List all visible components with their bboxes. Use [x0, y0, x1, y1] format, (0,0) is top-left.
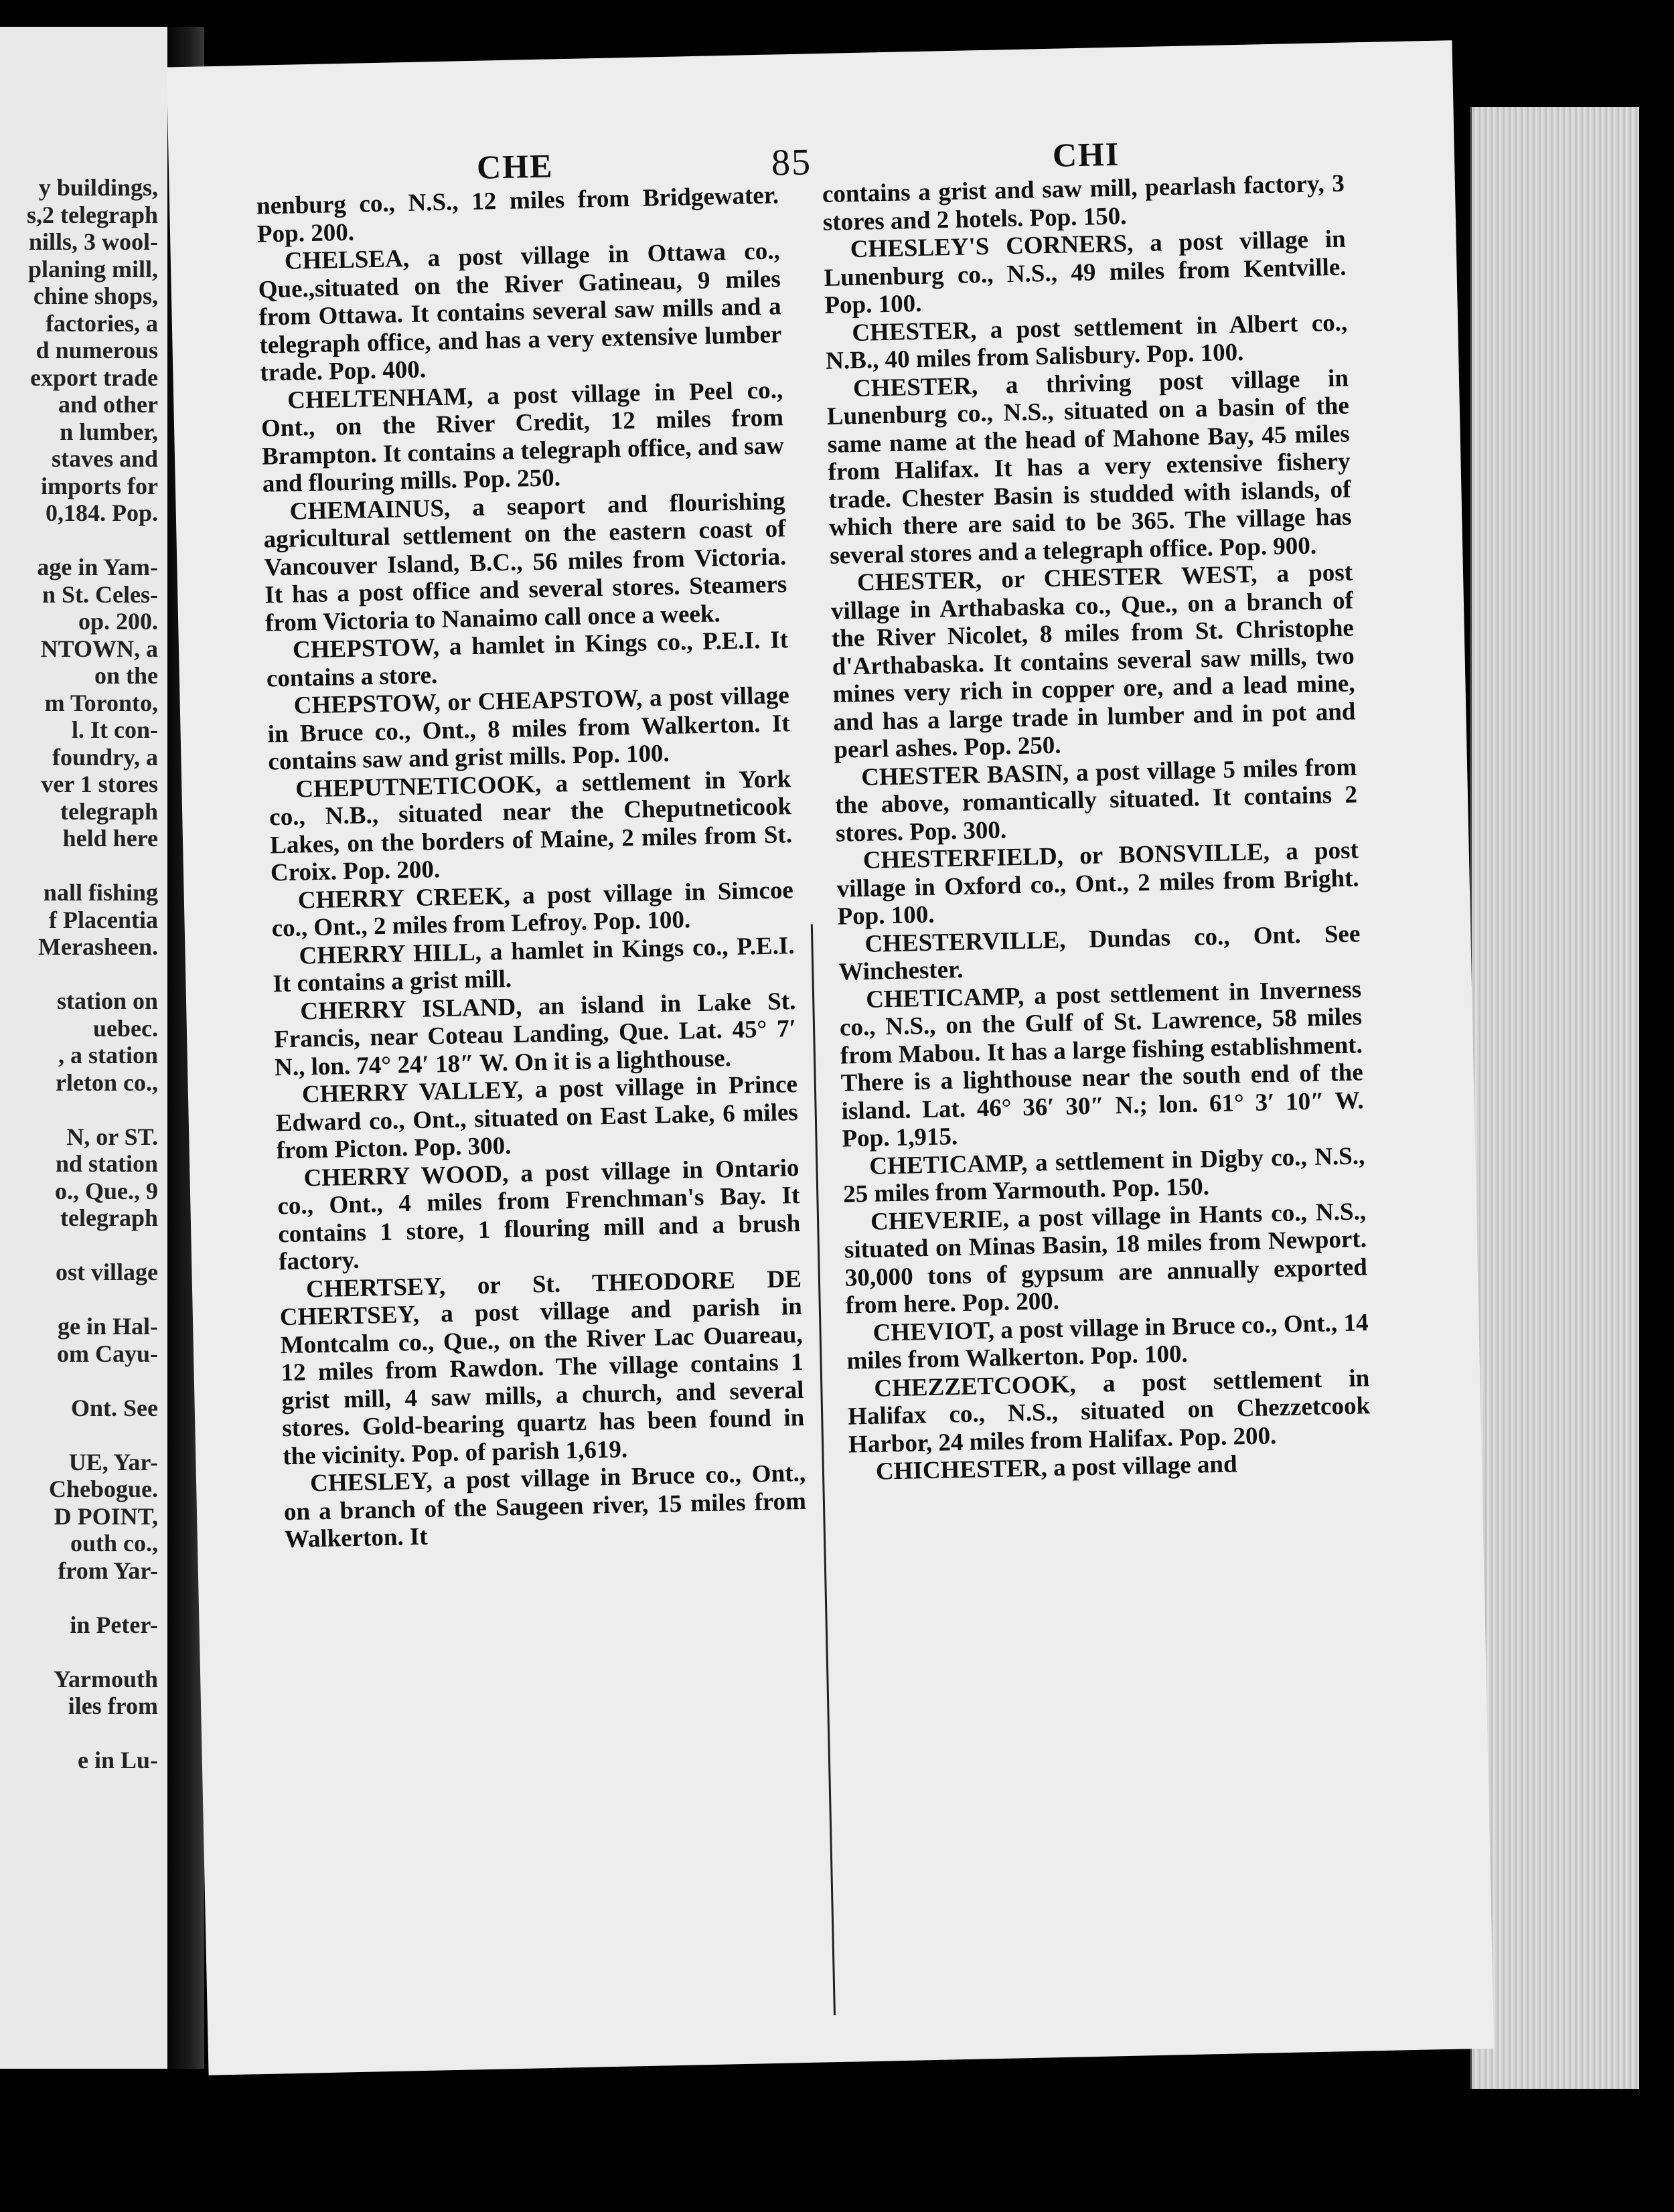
- left-page-line: m Toronto,: [44, 689, 158, 716]
- running-head-right: CHI: [1052, 135, 1120, 174]
- gazetteer-entry: CHEMAINUS, a seaport and flourishing agricultural settlement on the eastern coast of Vancouver Island, B.C., 56 miles from Victoria. It has a post office and several stores. Steamers from Victoria to Nanaimo call once a week.: [263, 487, 787, 637]
- left-page-text-fragments: [0, 174, 158, 1774]
- gazetteer-entry: CHESTER, a post settlement in Albert co., N.B., 40 miles from Salisbury. Pop. 100.: [825, 309, 1348, 375]
- left-page-line: Merasheen.: [38, 933, 158, 960]
- left-column: [256, 181, 807, 1553]
- gazetteer-entry: CHESTER, a thriving post village in Lunenburg co., N.S., situated on a basin of the same name at the head of Mahone Bay, 45 miles from Halifax. It has a very extensive fishery trade. Chester Basin is studded with islands, of which there are said to be 365. The village has several stores and a telegraph office. Pop. 900.: [826, 364, 1352, 570]
- left-page-line: [0, 1286, 158, 1314]
- left-page-line: outh co.,: [70, 1530, 158, 1557]
- gazetteer-entry: CHERRY CREEK, a post village in Simcoe co., Ont., 2 miles from Lefroy. Pop. 100.: [271, 876, 794, 943]
- left-page-line: op. 200.: [78, 608, 158, 635]
- gazetteer-entry: CHESTERFIELD, or BONSVILLE, a post village in Oxford co., Ont., 2 miles from Bright. Pop. 100.: [836, 836, 1359, 931]
- left-page-line: ver 1 stores: [41, 771, 158, 797]
- left-page-line: uebec.: [93, 1014, 158, 1042]
- gazetteer-entry: CHERTSEY, or St. THEODORE DE CHERTSEY, a post village and parish in Montcalm co., Que., on the River Lac Ouareau, 12 miles from Rawdon. The village contains 1 grist mill, 4 saw mills, a church, and several stores. Gold-bearing quartz has been found in the vicinity. Pop. of parish 1,619.: [279, 1265, 805, 1470]
- left-page-line: l. It con-: [72, 716, 158, 743]
- running-head-left: CHE: [476, 147, 554, 186]
- left-page-line: foundry, a: [52, 743, 158, 771]
- left-page-line: o., Que., 9: [54, 1177, 158, 1204]
- left-page-line: chine shops,: [33, 283, 158, 309]
- left-page-line: telegraph: [60, 1204, 158, 1231]
- gazetteer-entry: CHESTER BASIN, a post village 5 miles from the above, romantically situated. It contains 2 stores. Pop. 300.: [834, 753, 1358, 848]
- gazetteer-entry: CHESLEY'S CORNERS, a post village in Lunenburg co., N.S., 49 miles from Kentville. Pop. 100.: [824, 225, 1347, 319]
- left-page-line: held here: [62, 825, 158, 852]
- right-column: [822, 170, 1372, 1486]
- left-page-line: and other: [58, 391, 158, 418]
- gazetteer-entry: CHELSEA, a post village in Ottawa co., Que.,situated on the River Gatineau, 9 miles from Ottawa. It contains several saw mills and a telegraph office, and has a very extensive lumber trade. Pop. 400.: [258, 237, 782, 387]
- gazetteer-entry: CHERRY VALLEY, a post village in Prince Edward co., Ont., situated on East Lake, 6 miles from Picton. Pop. 300.: [275, 1071, 799, 1165]
- left-page-line: planing mill,: [27, 255, 158, 283]
- left-page-line: , a station: [58, 1042, 158, 1069]
- gazetteer-entry: CHELTENHAM, a post village in Peel co., Ont., on the River Credit, 12 miles from Brampton. It contains a telegraph office, and saw and flouring mills. Pop. 250.: [260, 376, 785, 498]
- left-page-line: [0, 1096, 158, 1123]
- column-divider: [811, 925, 836, 2016]
- gazetteer-entry: CHESLEY, a post village in Bruce co., Ont., on a branch of the Saugeen river, 15 miles from Walkerton. It: [283, 1459, 807, 1554]
- left-page-line: n lumber,: [60, 418, 158, 445]
- left-page-line: nall fishing: [43, 879, 158, 906]
- left-page-line: Chebogue.: [48, 1476, 158, 1502]
- left-page-line: [0, 1367, 158, 1395]
- left-page-line: 0,184. Pop.: [45, 499, 158, 526]
- left-page-line: [0, 852, 158, 880]
- left-page-line: n St. Celes-: [42, 580, 158, 608]
- left-page-line: N, or ST.: [66, 1123, 158, 1150]
- left-page-line: s,2 telegraph: [27, 201, 158, 228]
- gazetteer-entry: CHERRY WOOD, a post village in Ontario co., Ont., 4 miles from Frenchman's Bay. It contains 1 store, 1 flouring mill and a brush factory.: [277, 1154, 801, 1276]
- left-page-line: ost village: [56, 1259, 158, 1285]
- left-page-line: D POINT,: [54, 1502, 158, 1530]
- facing-left-page: [0, 27, 170, 2069]
- gazetteer-entry: CHERRY ISLAND, an island in Lake St. Francis, near Coteau Landing, Que. Lat. 45° 7′ N., lon. 74° 24′ 18″ W. On it is a lighthouse.: [273, 987, 797, 1081]
- main-page: [167, 40, 1494, 2075]
- gazetteer-entry: CHESTER, or CHESTER WEST, a post village in Arthabaska co., Que., on a branch of the River Nicolet, 8 miles from St. Christophe d'Arthabaska. It contains several saw mills, two mines very rich in copper ore, and a lead mine, and has a large trade in lumber and in pot and pearl ashes. Pop. 250.: [830, 558, 1356, 764]
- left-page-line: nd station: [55, 1150, 158, 1177]
- left-page-line: age in Yam-: [37, 554, 158, 580]
- gazetteer-entry: CHEPUTNETICOOK, a settlement in York co., N.B., situated near the Cheputneticook Lakes, on the borders of Maine, 2 miles from St. Croix. Pop. 200.: [269, 765, 793, 887]
- left-page-line: y buildings,: [38, 174, 158, 201]
- left-page-line: from Yar-: [58, 1557, 158, 1584]
- left-page-line: [0, 527, 158, 554]
- left-page-line: rleton co.,: [56, 1069, 158, 1096]
- left-page-line: om Cayu-: [57, 1340, 158, 1367]
- left-page-line: e in Lu-: [77, 1747, 158, 1773]
- page-number: 85: [771, 141, 812, 184]
- left-page-line: [0, 1720, 158, 1747]
- gazetteer-entry: CHEPSTOW, or CHEAPSTOW, a post village in Bruce co., Ont., 8 miles from Walkerton. It contains saw and grist mills. Pop. 100.: [267, 682, 790, 776]
- left-page-line: ge in Hal-: [58, 1313, 158, 1340]
- left-page-line: station on: [56, 988, 158, 1014]
- left-page-line: telegraph: [60, 797, 158, 825]
- left-page-line: [0, 1584, 158, 1611]
- gazetteer-entry: CHEVIOT, a post village in Bruce co., Ont., 14 miles from Walkerton. Pop. 100.: [846, 1308, 1369, 1375]
- gazetteer-entry: CHEZZETCOOK, a post settlement in Halifax co., N.S., situated on Chezzetcook Harbor, 24 miles from Halifax. Pop. 200.: [847, 1364, 1371, 1459]
- left-page-line: [0, 1421, 158, 1449]
- gazetteer-entry: nenburg co., N.S., 12 miles from Bridgewater. Pop. 200.: [256, 181, 779, 248]
- left-page-line: NTOWN, a: [40, 635, 158, 662]
- left-page-line: staves and: [51, 445, 158, 472]
- gazetteer-entry: CHETICAMP, a settlement in Digby co., N.S., 25 miles from Yarmouth. Pop. 150.: [842, 1141, 1365, 1208]
- left-page-line: [0, 961, 158, 988]
- left-page-line: export trade: [30, 364, 158, 391]
- left-page-line: UE, Yar-: [68, 1448, 158, 1476]
- gazetteer-entry: CHESTERVILLE, Dundas co., Ont. See Winchester.: [838, 919, 1361, 986]
- left-page-line: iles from: [68, 1692, 158, 1719]
- left-page-line: imports for: [41, 472, 158, 499]
- left-page-line: d numerous: [35, 337, 158, 364]
- left-page-line: Ont. See: [71, 1394, 158, 1421]
- left-page-line: f Placentia: [49, 906, 158, 933]
- left-page-line: [0, 1232, 158, 1259]
- left-page-line: Yarmouth: [53, 1665, 158, 1692]
- gazetteer-entry: contains a grist and saw mill, pearlash factory, 3 stores and 2 hotels. Pop. 150.: [822, 169, 1345, 236]
- gazetteer-entry: CHICHESTER, a post village and: [875, 1450, 1237, 1486]
- left-page-line: in Peter-: [70, 1611, 158, 1638]
- left-page-line: on the: [94, 662, 158, 689]
- page-fore-edge: [1470, 107, 1639, 2089]
- gazetteer-entry: CHERRY HILL, a hamlet in Kings co., P.E.I. It contains a grist mill.: [273, 931, 795, 998]
- gazetteer-entry: CHEPSTOW, a hamlet in Kings co., P.E.I. It contains a store.: [266, 626, 789, 693]
- left-page-line: [0, 1638, 158, 1666]
- gazetteer-entry: CHETICAMP, a post settlement in Inverness co., N.S., on the Gulf of St. Lawrence, 58 miles from Mabou. It has a large fishing establishment. There is a lighthouse near the south end of the island. Lat. 46° 36′ 30″ N.; lon. 61° 3′ 10″ W. Pop. 1,915.: [839, 975, 1364, 1153]
- gazetteer-entry: CHEVERIE, a post village in Hants co., N.S., situated on Minas Basin, 18 miles from Newport. 30,000 tons of gypsum are annually exported from here. Pop. 200.: [844, 1197, 1368, 1320]
- left-page-line: nills, 3 wool-: [28, 228, 158, 255]
- left-page-line: factories, a: [46, 309, 158, 337]
